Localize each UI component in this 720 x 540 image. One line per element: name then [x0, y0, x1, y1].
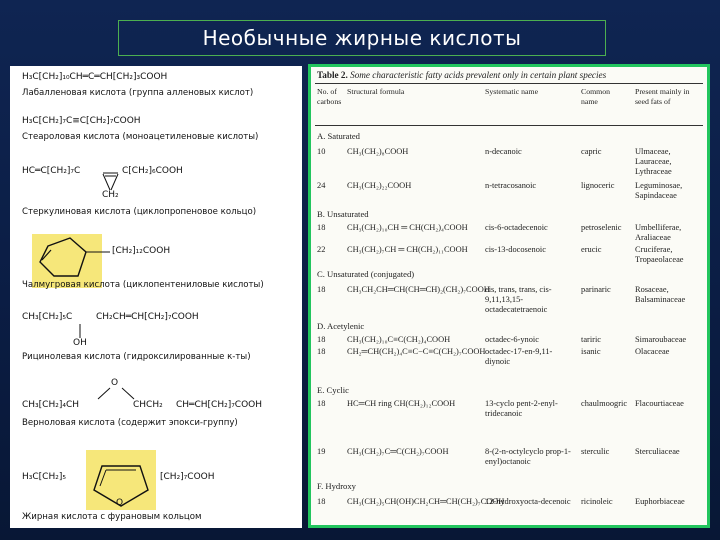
row-a2-common: lignoceric: [581, 181, 615, 190]
header-carbons: No. of carbons: [317, 87, 342, 106]
row-d2-fats: Olacaceae: [635, 347, 670, 356]
labalenic-caption: Лабалленовая кислота (группа алленовых кислот): [22, 88, 254, 98]
row-f1-n: 18: [317, 497, 326, 506]
row-e2-common: sterculic: [581, 447, 610, 456]
row-e2-n: 19: [317, 447, 326, 456]
furan-o: O: [116, 498, 124, 508]
sterculic-formula-left: HC═C[CH₂]₇C: [22, 166, 81, 176]
ricinoleic-oh: OH: [73, 338, 87, 348]
row-d1-sys: octadec-6-ynoic: [485, 335, 539, 344]
vernolic-o: O: [111, 378, 119, 388]
row-d2-sys: octadec-17-en-9,11-diynoic: [485, 347, 553, 366]
row-a2-n: 24: [317, 181, 326, 190]
row-e2-sys: 8-(2-n-octylcyclo prop-1-enyl)octanoic: [485, 447, 571, 466]
labalenic-formula: H₃C[CH₂]₁₀CH═C═CH[CH₂]₃COOH: [22, 72, 168, 82]
chaulmoogric-caption: Чалмугровая кислота (циклопентениловые кислоты): [22, 280, 264, 290]
section-unsaturated: B. Unsaturated: [317, 209, 369, 219]
stearolic-caption: Стеароловая кислота (моноацетиленовые кислоты): [22, 132, 259, 142]
row-c1-n: 18: [317, 285, 326, 294]
row-a1-formula: CH₃(CH₂)₈COOH: [347, 147, 409, 156]
row-b2-fats: Cruciferae, Tropaeolaceae: [635, 245, 684, 264]
row-c1-common: parinaric: [581, 285, 611, 294]
row-d2-n: 18: [317, 347, 326, 356]
section-cyclic: E. Cyclic: [317, 385, 349, 395]
vernolic-formula-mid: CHCH₂: [133, 400, 163, 410]
fatty-acids-table: [308, 64, 710, 528]
row-b1-n: 18: [317, 223, 326, 232]
row-f1-formula: CH₃(CH₂)₅CH(OH)CH₂CH═CH(CH₂)₇COOH: [347, 497, 505, 506]
row-d1-fats: Simaroubaceae: [635, 335, 687, 344]
row-f1-common: ricinoleic: [581, 497, 613, 506]
structures-panel: [10, 66, 302, 528]
vernolic-caption: Верноловая кислота (содержит эпокси-группу): [22, 418, 238, 428]
table-title-bold: Table 2.: [317, 70, 348, 80]
row-e1-common: chaulmoogric: [581, 399, 628, 408]
row-b1-sys: cis-6-octadecenoic: [485, 223, 548, 232]
sterculic-formula-bottom: CH₂: [102, 190, 119, 200]
section-conjugated: C. Unsaturated (conjugated): [317, 269, 415, 279]
stearolic-formula: H₃C[CH₂]₇C≡C[CH₂]₇COOH: [22, 116, 141, 126]
vernolic-formula-right: CH═CH[CH₂]₇COOH: [176, 400, 263, 410]
row-a2-sys: n-tetracosanoic: [485, 181, 537, 190]
row-c1-fats: Rosaceae, Balsaminaceae: [635, 285, 686, 304]
row-b1-common: petroselenic: [581, 223, 622, 232]
header-common: Common name: [581, 87, 611, 106]
table-title-rest: Some characteristic fatty acids prevalent only in certain plant species: [347, 70, 607, 80]
row-a2-fats: Leguminosae, Sapindaceae: [635, 181, 683, 200]
row-a1-fats: Ulmaceae, Lauraceae, Lythraceae: [635, 147, 672, 176]
row-c1-formula: CH₃CH₂CH═CH(CH═CH)₂(CH₂)₇COOH: [347, 285, 490, 294]
row-b2-sys: cis-13-docosenoic: [485, 245, 546, 254]
row-f1-sys: 12-hydroxyocta-decenoic: [485, 497, 571, 506]
row-d1-common: tariric: [581, 335, 601, 344]
row-d2-formula: CH₂═CH(CH₂)₄C≡C−C≡C(CH₂)₇COOH: [347, 347, 486, 356]
header-present: Present mainly in seed fats of: [635, 87, 690, 106]
row-d1-formula: CH₃(CH₂)₁₀C≡C(CH₂)₄COOH: [347, 335, 451, 344]
row-f1-fats: Euphorbiaceae: [635, 497, 685, 506]
row-a2-formula: CH₃(CH₂)₂₂COOH: [347, 181, 412, 190]
row-e2-formula: CH₃(CH₂)₇C═C(CH₂)₇COOH: [347, 447, 449, 456]
section-hydroxy: F. Hydroxy: [317, 481, 356, 491]
furan-formula-left: H₃C[CH₂]₅: [22, 472, 66, 482]
table-top-rule: [315, 83, 703, 84]
row-d1-n: 18: [317, 335, 326, 344]
row-a1-n: 10: [317, 147, 326, 156]
row-e1-fats: Flacourtiaceae: [635, 399, 684, 408]
table-title: [317, 70, 606, 80]
row-b2-common: erucic: [581, 245, 602, 254]
chaulmoogric-formula: [CH₂]₁₂COOH: [112, 246, 171, 256]
ricinoleic-caption: Рицинолевая кислота (гидроксилированные к-ты): [22, 352, 251, 362]
row-c1-sys: cis, trans, trans, cis-9,11,13,15-octadecatetraenoic: [485, 285, 552, 314]
table-header-rule: [315, 125, 703, 126]
ricinoleic-formula-left: CH₃[CH₂]₅C: [22, 312, 73, 322]
sterculic-caption: Стеркулиновая кислота (циклопропеновое кольцо): [22, 207, 257, 217]
ricinoleic-formula-mid: CH₂CH═CH[CH₂]₇COOH: [96, 312, 199, 322]
row-e1-formula: HC═CH ring CH(CH₂)₁₂COOH: [347, 399, 456, 408]
furan-formula-right: [CH₂]₇COOH: [160, 472, 215, 482]
row-b2-formula: CH₃(CH₂)₇CH ═ CH(CH₂)₁₁COOH: [347, 245, 468, 254]
row-e1-sys: 13-cyclo pent-2-enyl-tridecanoic: [485, 399, 558, 418]
row-a1-sys: n-decanoic: [485, 147, 522, 156]
row-b1-formula: CH₃(CH₂)₁₀CH ═ CH(CH₂)₄COOH: [347, 223, 468, 232]
row-a1-common: capric: [581, 147, 602, 156]
section-saturated: A. Saturated: [317, 131, 360, 141]
row-e1-n: 18: [317, 399, 326, 408]
row-b2-n: 22: [317, 245, 326, 254]
slide-title: Необычные жирные кислоты: [118, 20, 606, 56]
sterculic-formula-right: C[CH₂]₆COOH: [122, 166, 183, 176]
vernolic-formula-left: CH₃[CH₂]₄CH: [22, 400, 80, 410]
header-systematic: Systematic name: [485, 87, 539, 96]
header-formula: Structural formula: [347, 87, 405, 96]
row-e2-fats: Sterculiaceae: [635, 447, 680, 456]
row-d2-common: isanic: [581, 347, 601, 356]
row-b1-fats: Umbelliferae, Araliaceae: [635, 223, 682, 242]
furan-caption: Жирная кислота с фурановым кольцом: [22, 512, 202, 522]
section-acetylenic: D. Acetylenic: [317, 321, 365, 331]
